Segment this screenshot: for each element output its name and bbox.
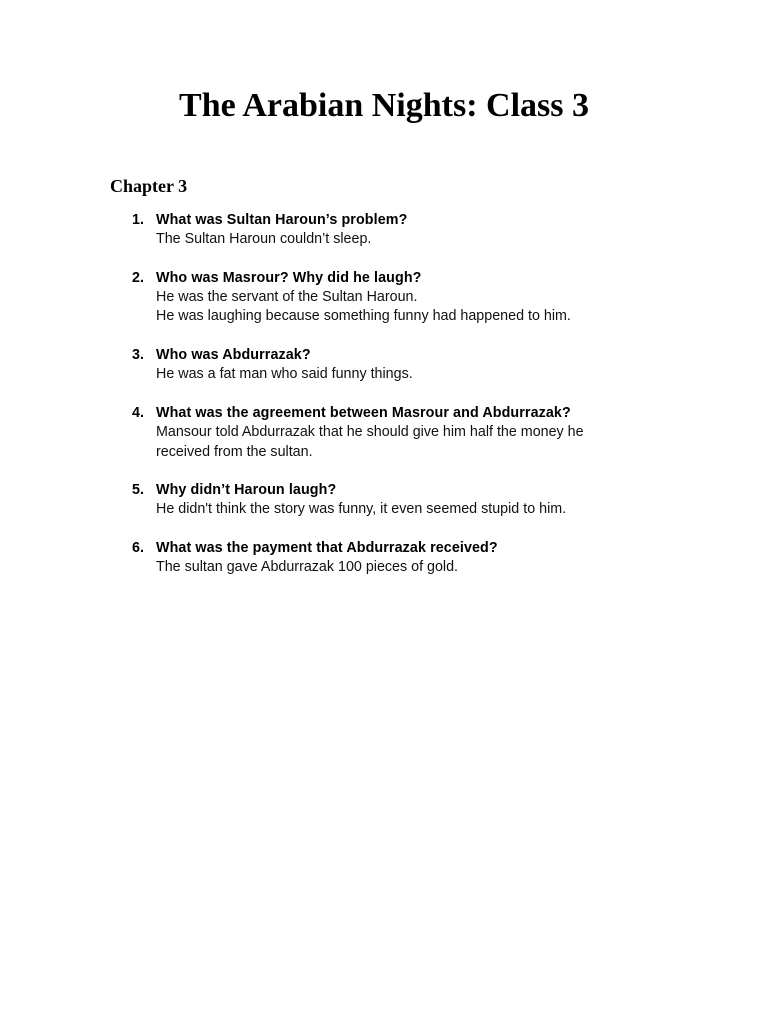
question-number: 1. [132,212,144,228]
question-text: Who was Abdurrazak? [156,347,311,364]
question-item-1 [128,211,688,250]
question-item-3 [128,346,688,385]
answer-line: received from the sultan. [156,443,313,460]
question-number: 4. [132,404,144,421]
question-number: 2. [132,269,144,286]
question-text: What was the payment that Abdurrazak received? [156,540,498,557]
question-item-4 [128,404,688,462]
answer-line: The Sultan Haroun couldn’t sleep. [156,231,372,248]
question-number: 3. [132,347,144,364]
answer-line: He was a fat man who said funny things. [156,366,413,383]
question-text: What was Sultan Haroun’s problem? [156,212,408,228]
question-text: Why didn’t Haroun laugh? [156,482,337,499]
answer-line: He was laughing because something funny had happened to him. [156,308,571,325]
answer-line: He didn't think the story was funny, it even seemed stupid to him. [156,501,567,518]
question-number: 6. [132,540,144,557]
question-item-6 [128,539,688,578]
answer-line: He was the servant of the Sultan Haroun. [156,289,418,306]
chapter-heading: Chapter 3 [110,176,188,196]
question-number: 5. [132,482,144,499]
question-text: Who was Masrour? Why did he laugh? [156,269,422,286]
question-item-2 [128,269,688,327]
answer-line: The sultan gave Abdurrazak 100 pieces of gold. [156,559,459,576]
answer-line: Mansour told Abdurrazak that he should give him half the money he [156,424,584,441]
question-item-5 [128,481,688,520]
question-list [128,211,688,597]
question-text: What was the agreement between Masrour and Abdurrazak? [156,404,571,421]
document-title: The Arabian Nights: Class 3 [179,87,589,124]
